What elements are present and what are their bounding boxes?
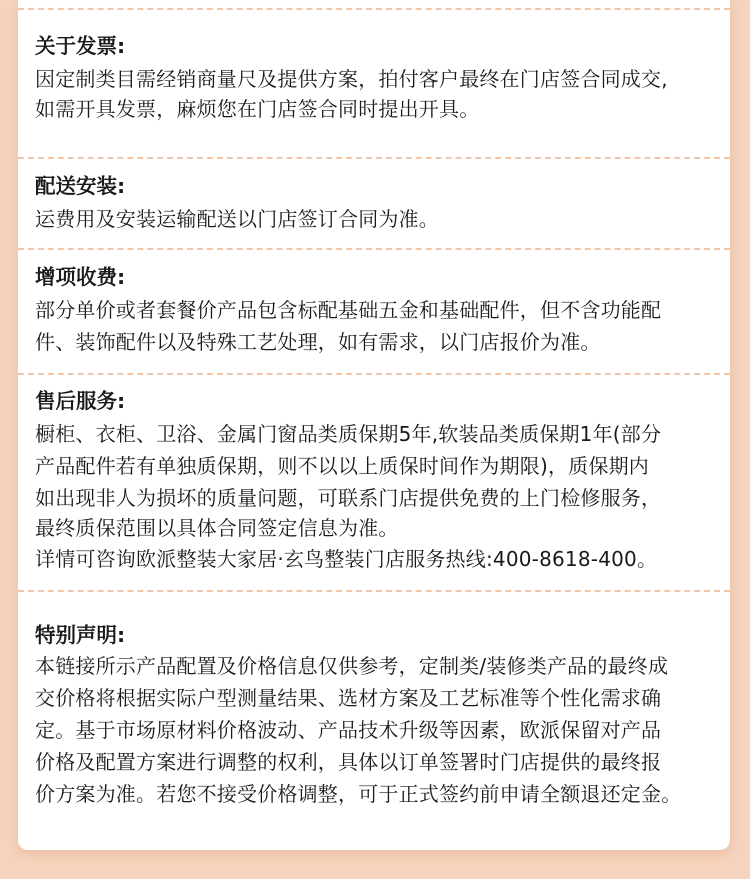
section-line: 价方案为准。若您不接受价格调整，可于正式签约前申请全额退还定金。 [35,782,682,806]
section-line: 运费用及安装运输配送以门店签订合同为准。 [35,207,439,231]
section-heading-disclaimer: 特别声明: [35,623,126,647]
section-line: 橱柜、衣柜、卫浴、金属门窗品类质保期5年,软装品类质保期1年(部分 [35,422,662,446]
section-line: 产品配件若有单独质保期，则不以以上质保时间作为期限)，质保期内 [35,454,650,478]
section-divider [18,590,730,592]
section-heading-invoice: 关于发票: [35,34,126,58]
section-heading-after-sales: 售后服务: [35,389,126,413]
section-divider [18,373,730,375]
section-heading-delivery: 配送安装: [35,174,126,198]
section-line: 详情可咨询欧派整装大家居·玄鸟整装门店服务热线:400-8618-400。 [35,547,658,571]
section-divider [18,248,730,250]
section-line: 最终质保范围以具体合同签定信息为准。 [35,516,399,540]
section-line: 如出现非人为损坏的质量问题，可联系门店提供免费的上门检修服务， [35,486,662,510]
section-line: 部分单价或者套餐价产品包含标配基础五金和基础配件，但不含功能配 [35,298,662,322]
section-line: 交价格将根据实际户型测量结果、选材方案及工艺标准等个性化需求确 [35,686,662,710]
section-line: 价格及配置方案进行调整的权利，具体以订单签署时门店提供的最终报 [35,750,662,774]
section-line: 件、装饰配件以及特殊工艺处理，如有需求，以门店报价为准。 [35,330,601,354]
section-line: 如需开具发票，麻烦您在门店签合同时提出开具。 [35,97,480,121]
section-line: 本链接所示产品配置及价格信息仅供参考，定制类/装修类产品的最终成 [35,654,669,678]
section-divider [18,157,730,159]
section-line: 因定制类目需经销商量尺及提供方案，拍付客户最终在门店签合同成交, [35,67,668,91]
section-line: 定。基于市场原材料价格波动、产品技术升级等因素，欧派保留对产品 [35,718,662,742]
section-divider [18,8,730,10]
section-heading-extra-charges: 增项收费: [35,265,126,289]
